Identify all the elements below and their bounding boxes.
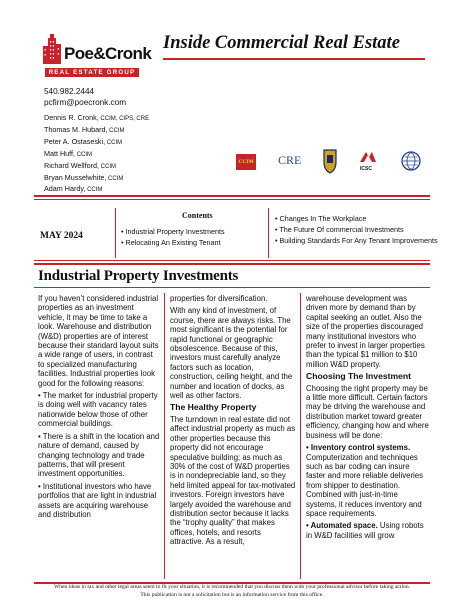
section-rule — [34, 195, 430, 197]
contents-list-right — [275, 213, 438, 246]
paragraph: The turndown in real estate did not affect industrial property as much as other properties because this property did not encourage speculative building; as much as 30% of the cost of W&D properties is in nondepreciable land, so they held limited appeal for tax-motivated investors. Foreign investors have largely avoided the warehouse and distribution sector because it lacks the “trophy quality” that makes offices, hotels, and resorts attractive. As a result, — [170, 414, 296, 547]
bullet-paragraph: • Automated space. Using robots in W&D facilities will grow — [306, 521, 424, 540]
agent-name: Bryan Musselwhite, CCIM — [44, 172, 124, 182]
logo-building-icon — [42, 34, 62, 64]
paragraph: With any kind of investment, of course, there are always risks. The most significant is the potential for rapid functional or geographic obsolescence. Because of this, investors must carefully analyze factors such as location, construction, ceiling height, and the number and location of docks, as well as other factors. — [170, 306, 293, 401]
issue-date: MAY 2024 — [40, 231, 83, 241]
contents-divider — [115, 208, 116, 258]
contents-item[interactable]: • Industrial Property Investments — [121, 227, 225, 236]
logo-wordmark: Poe&Cronk — [64, 44, 152, 63]
ccim-badge: CCIM — [236, 154, 256, 170]
contact-phone: 540.982.2444 — [44, 87, 95, 96]
newsletter-masthead: Inside Commercial Real Estate — [163, 33, 400, 53]
agent-name: Dennis R. Cronk, CCIM, CIPS, CRE — [44, 113, 150, 122]
bullet-paragraph: • There is a shift in the location and nature of demand, caused by changing technology and trade patterns, that will present investment opportunities. — [38, 431, 160, 479]
contents-item[interactable]: • Building Standards For Any Tenant Improvements — [275, 236, 438, 245]
agent-name: Peter A. Ostaseski, CCIM — [44, 136, 123, 146]
footer-disclaimer: When ideas in tax and other legal areas seem to fit your situation, it is recommended that you discuss them with your professional advisor before taking action. — [53, 584, 411, 590]
agent-name: Matt Huff, CCIM — [44, 148, 93, 158]
agent-name: Thomas M. Hubard, CCIM — [44, 124, 125, 134]
article-column-1 — [38, 294, 160, 522]
icsc-label: ICSC — [360, 166, 372, 172]
icsc-logo-icon — [358, 150, 378, 164]
affiliation-badges — [236, 148, 428, 176]
contents-item[interactable]: • Relocating An Existing Tenant — [121, 238, 221, 247]
contents-list-left — [121, 226, 225, 248]
article-title: Industrial Property Investments — [38, 268, 239, 284]
globe-seal-icon — [401, 151, 421, 171]
masthead-rule — [163, 58, 425, 60]
paragraph: If you haven’t considered industrial properties as an investment vehicle, it may be time to take a look. Warehouse and distribution (W&D) properties are of interest because their standard layout suits a wide range of users, in contrast to specialized manufacturing facilities. Industrial properties look good for the following reasons: — [38, 294, 159, 388]
contents-item[interactable]: • Changes In The Workplace — [275, 214, 367, 223]
contents-divider — [268, 208, 269, 258]
agent-name: Richard Wellford, CCIM — [44, 160, 116, 170]
paragraph: properties for diversification. — [170, 294, 268, 303]
bullet-paragraph: • The market for industrial property is doing well with vacancy rates nationwide below those of other commercial buildings. — [38, 391, 158, 429]
bullet-paragraph: • Institutional investors who have portfolios that are light in industrial assets are acquiring warehouse and distribution — [38, 481, 157, 519]
column-divider — [164, 293, 165, 579]
cre-badge: CRE — [278, 153, 302, 167]
realtor-crest-icon — [321, 148, 339, 175]
bullet-paragraph: • Inventory control systems. Computerization and techniques such as bar coding can insure faster and more reliable deliveries from shipper to destination. Combined with just-in-time systems, it reduces inventory and space requirements. — [306, 443, 424, 518]
agent-name: Adam Hardy, CCIM — [44, 184, 103, 194]
agent-list — [44, 113, 149, 196]
column-divider — [300, 293, 301, 579]
footer-note: This publication is not a solicitation but is an information service from this office. — [140, 592, 324, 598]
article-column-3 — [306, 294, 430, 543]
article-column-2 — [170, 294, 296, 550]
contact-email[interactable]: pcfirm@poecronk.com — [44, 98, 127, 107]
section-heading: The Healthy Property — [170, 402, 257, 413]
contents-item[interactable]: • The Future Of commercial Investments — [275, 225, 404, 234]
paragraph: warehouse development was driven more by demand than by capital seeking an outlet. Also the size of the properties discouraged many institutional investors who prefer to invest in larger properties than the typical $1 million to $10 million W&D property. — [306, 294, 425, 369]
paragraph: Choosing the right property may be a little more difficult. Certain factors may be driving the warehouse and distribution market toward greater efficiency, changing how and where business will be done: — [306, 383, 429, 440]
section-rule — [34, 199, 430, 200]
section-heading: Choosing The Investment — [306, 371, 412, 382]
section-rule — [34, 260, 430, 261]
contents-title: Contents — [182, 211, 213, 220]
logo-tagline: REAL ESTATE GROUP — [45, 68, 139, 77]
title-rule — [34, 287, 430, 288]
section-rule — [34, 263, 430, 265]
